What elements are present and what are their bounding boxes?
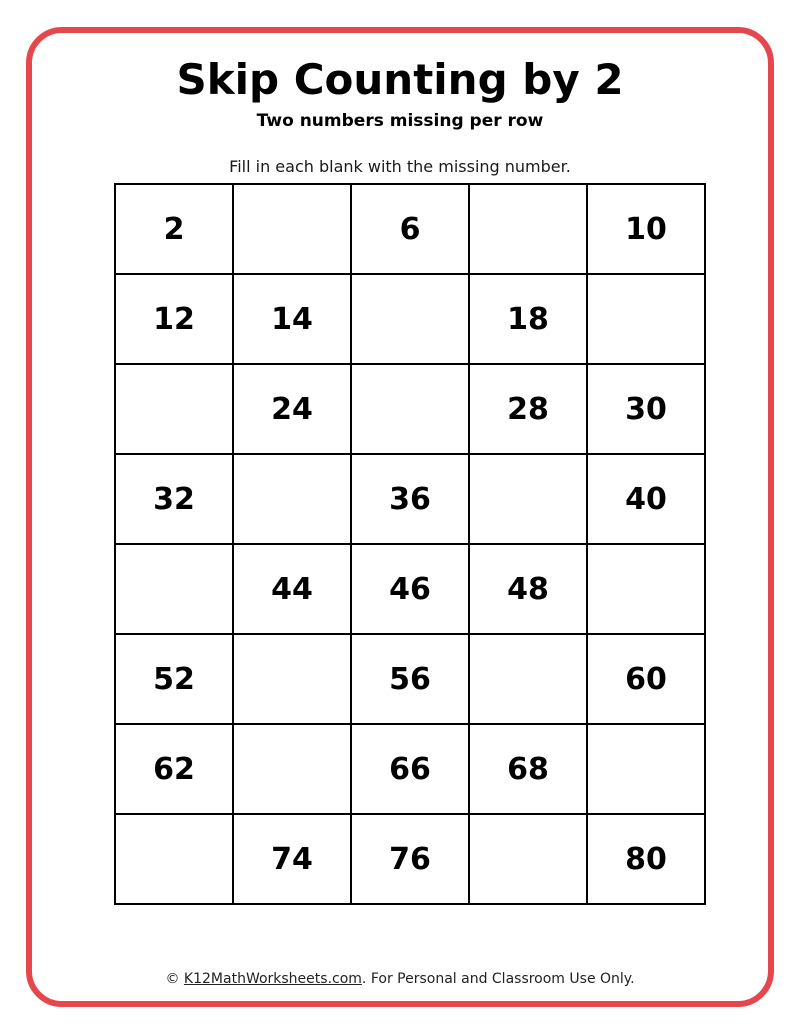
blank-cell[interactable] — [469, 454, 587, 544]
blank-cell[interactable] — [351, 364, 469, 454]
grid-row — [115, 274, 705, 364]
blank-cell[interactable] — [233, 184, 351, 274]
grid-row — [115, 454, 705, 544]
worksheet-instructions: Fill in each blank with the missing number. — [229, 157, 571, 176]
blank-cell[interactable] — [469, 634, 587, 724]
footer — [0, 967, 800, 991]
blank-cell[interactable] — [233, 724, 351, 814]
grid-row — [115, 184, 705, 274]
number-cell: 48 — [469, 544, 587, 634]
blank-cell[interactable] — [115, 544, 233, 634]
number-cell: 60 — [587, 634, 705, 724]
blank-cell[interactable] — [233, 634, 351, 724]
grid-row — [115, 544, 705, 634]
number-cell: 40 — [587, 454, 705, 544]
grid-row — [115, 634, 705, 724]
number-cell: 74 — [233, 814, 351, 904]
number-cell: 62 — [115, 724, 233, 814]
worksheet-title: Skip Counting by 2 — [176, 55, 624, 104]
footer-usage-note: . For Personal and Classroom Use Only. — [361, 971, 635, 987]
grid-row — [115, 724, 705, 814]
blank-cell[interactable] — [351, 274, 469, 364]
grid-row — [115, 364, 705, 454]
number-cell: 80 — [587, 814, 705, 904]
blank-cell[interactable] — [469, 814, 587, 904]
number-cell: 12 — [115, 274, 233, 364]
blank-cell[interactable] — [115, 364, 233, 454]
number-cell: 6 — [351, 184, 469, 274]
number-grid-body — [115, 184, 705, 904]
blank-cell[interactable] — [587, 724, 705, 814]
blank-cell[interactable] — [587, 274, 705, 364]
blank-cell[interactable] — [115, 814, 233, 904]
number-cell: 36 — [351, 454, 469, 544]
worksheet-subtitle: Two numbers missing per row — [256, 111, 544, 131]
blank-cell[interactable] — [587, 544, 705, 634]
number-cell: 46 — [351, 544, 469, 634]
number-cell: 28 — [469, 364, 587, 454]
number-cell: 56 — [351, 634, 469, 724]
grid-row — [115, 814, 705, 904]
number-cell: 68 — [469, 724, 587, 814]
number-grid — [114, 183, 706, 905]
blank-cell[interactable] — [233, 454, 351, 544]
number-cell: 30 — [587, 364, 705, 454]
number-cell: 32 — [115, 454, 233, 544]
number-cell: 66 — [351, 724, 469, 814]
number-cell: 76 — [351, 814, 469, 904]
number-cell: 2 — [115, 184, 233, 274]
site-link[interactable]: K12MathWorksheets.com — [183, 971, 362, 987]
number-cell: 24 — [233, 364, 351, 454]
number-cell: 52 — [115, 634, 233, 724]
copyright-symbol: © — [165, 971, 180, 987]
number-cell: 10 — [587, 184, 705, 274]
number-cell: 18 — [469, 274, 587, 364]
number-cell: 14 — [233, 274, 351, 364]
number-cell: 44 — [233, 544, 351, 634]
blank-cell[interactable] — [469, 184, 587, 274]
